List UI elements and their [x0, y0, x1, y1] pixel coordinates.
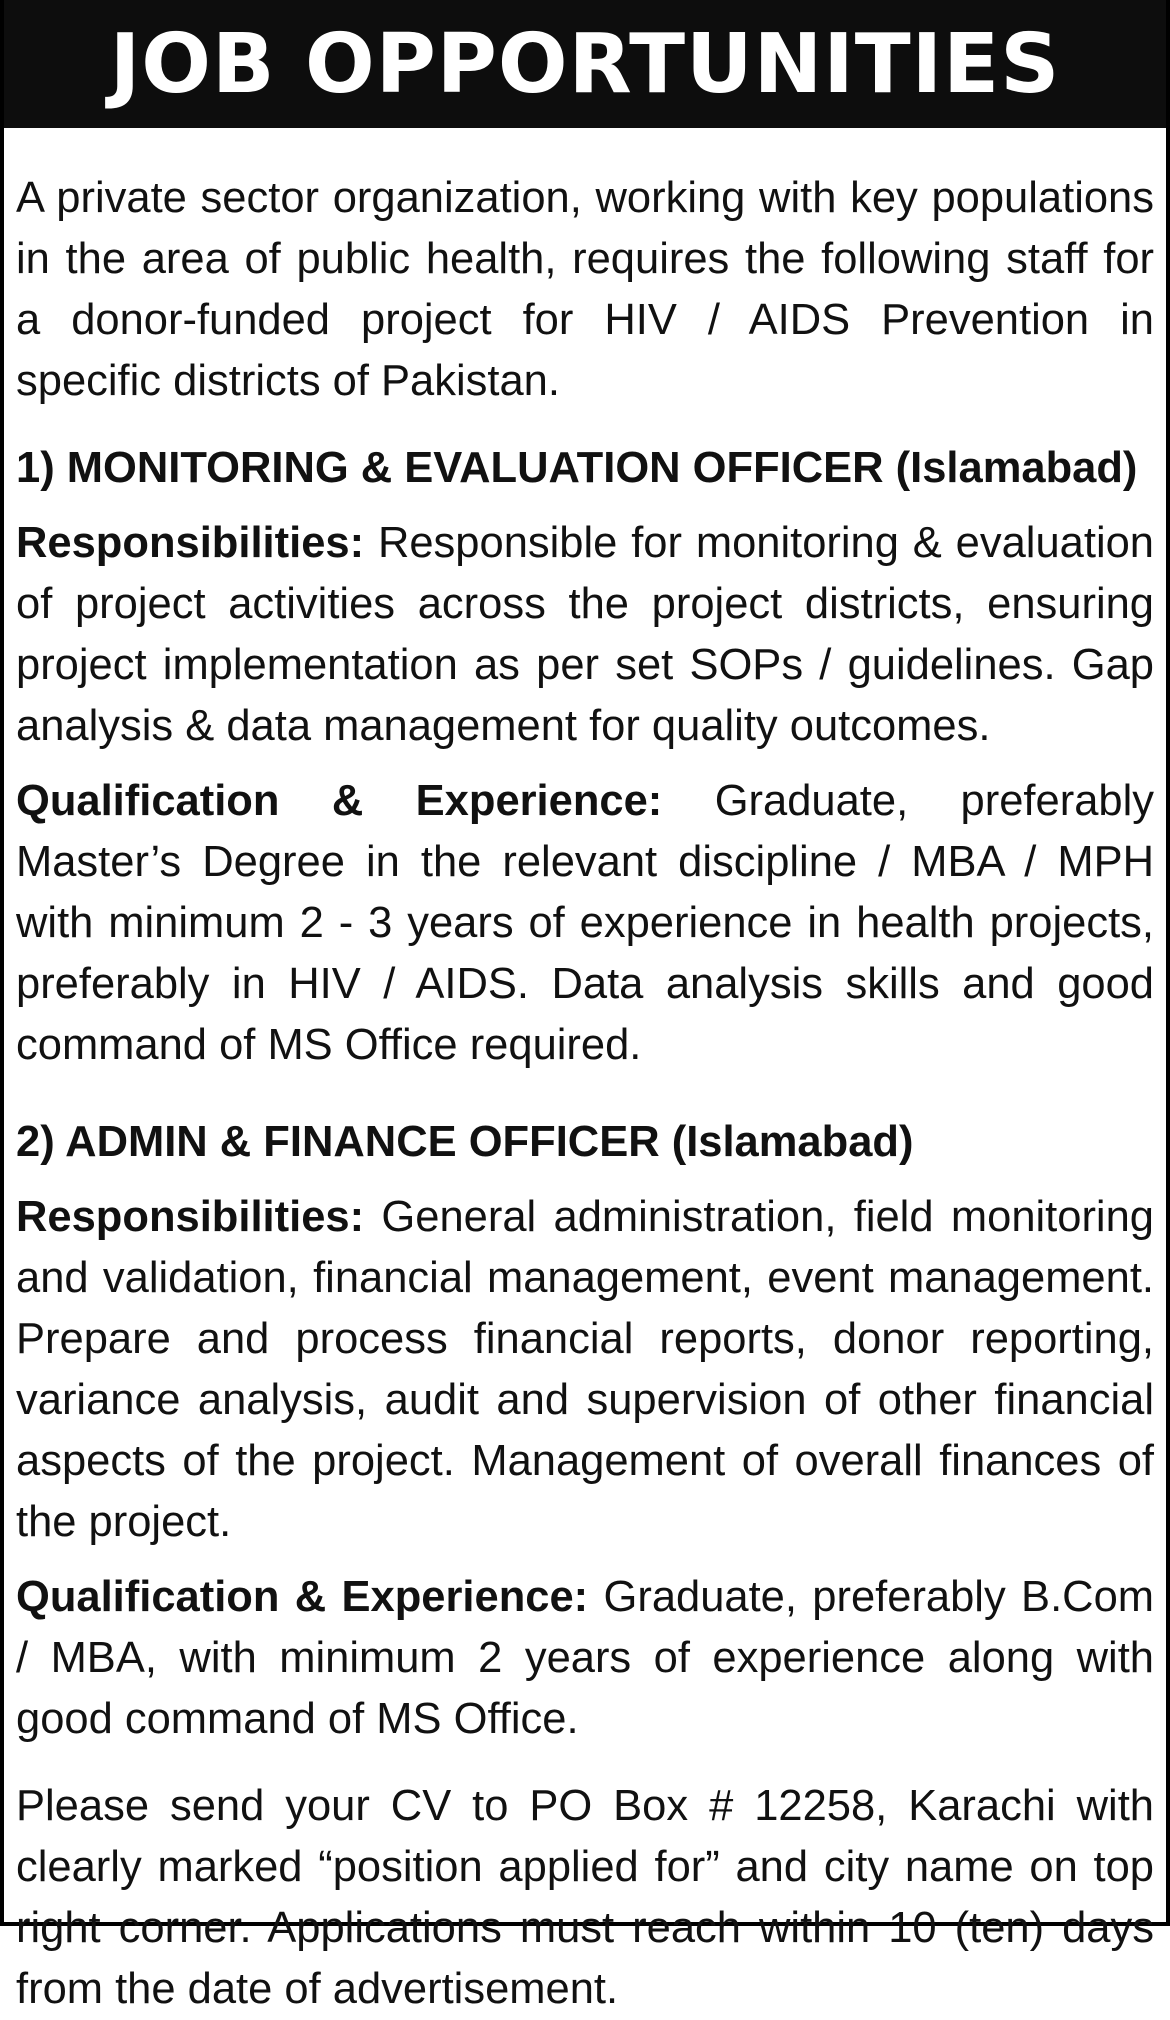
intro-paragraph: A private sector organization, working with key populations in the area of public health, requires the following staff for a donor-funded project for HIV / AIDS Prevention in specific districts of Pakistan. — [16, 174, 1154, 405]
qualification-text: Graduate, preferably Master’s Degree in the relevant discipline / MBA / MPH with minimum 2 - 3 years of experience in health projects, preferably in HIV / AIDS. Data analysis skills and good command of MS Office required. — [16, 777, 1154, 1069]
responsibilities-text: General administration, field monitoring and validation, financial management, event management. Prepare and process financial reports, donor reporting, variance analysis, audit and supervision of other financial aspects of the project. Management of overall finances of the project. — [16, 1193, 1154, 1546]
responsibilities-label: Responsibilities: — [16, 519, 365, 567]
qualification-paragraph — [16, 771, 1154, 1076]
position-title: 2) ADMIN & FINANCE OFFICER (Islamabad) — [16, 1118, 914, 1166]
qualification-paragraph — [16, 1567, 1154, 1750]
qualification-text: Graduate, preferably B.Com / MBA, with minimum 2 years of experience along with good command of MS Office. — [16, 1573, 1154, 1743]
position-section — [16, 438, 1154, 1076]
responsibilities-paragraph — [16, 1187, 1154, 1553]
ad-header — [4, 0, 1166, 128]
closing-paragraph: Please send your CV to PO Box # 12258, Karachi with clearly marked “position applied for” and city name on top right corner. Applications must reach within 10 (ten) days from the date of advertisement. — [16, 1782, 1154, 2013]
responsibilities-paragraph — [16, 513, 1154, 757]
qualification-label: Qualification & Experience: — [16, 777, 663, 825]
position-title: 1) MONITORING & EVALUATION OFFICER (Islamabad) — [16, 444, 1138, 492]
responsibilities-text: Responsible for monitoring & evaluation of project activities across the project districts, ensuring project implementation as per set SOPs / guidelines. Gap analysis & data management for quality outcomes. — [16, 519, 1154, 750]
position-section — [16, 1112, 1154, 1750]
ad-body — [4, 128, 1166, 2020]
responsibilities-label: Responsibilities: — [16, 1193, 365, 1241]
page-title: JOB OPPORTUNITIES — [109, 16, 1061, 112]
qualification-label: Qualification & Experience: — [16, 1573, 589, 1621]
